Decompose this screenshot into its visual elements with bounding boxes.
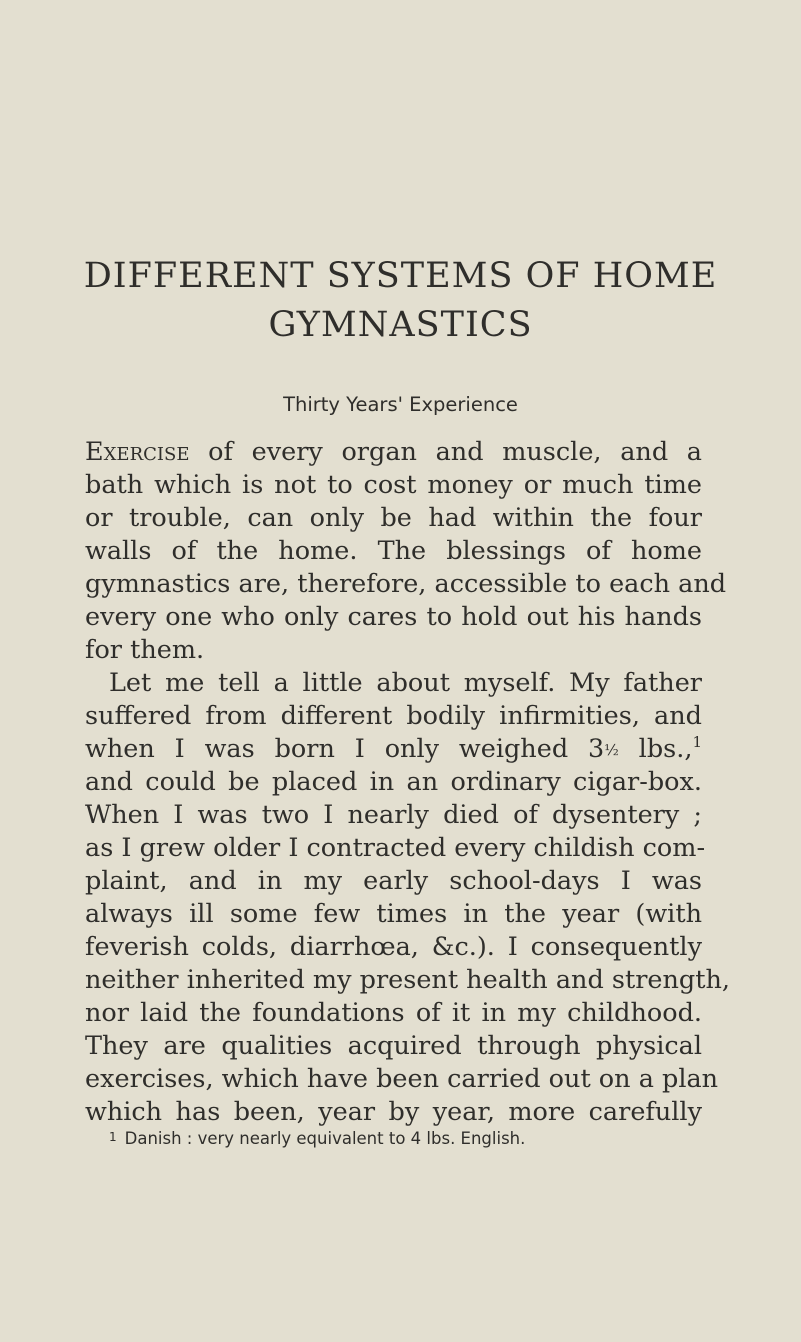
chapter-title-line-1: DIFFERENT SYSTEMS OF HOME [83,256,718,296]
text-line: suffered from different bodily infirmities, and [85,701,702,731]
text-line: walls of the home. The blessings of home [85,536,702,566]
footnote-reference: 1 [692,733,702,751]
text-line: as I grew older I contracted every childish com- [85,833,706,863]
chapter-subtitle: Thirty Years' Experience [283,393,518,416]
text-line: every one who only cares to hold out his hands [85,602,702,632]
text-span: lbs., [618,734,693,764]
footnote-text: Danish : very nearly equivalent to 4 lbs. English. [124,1129,526,1148]
text-line: feverish colds, diarrhœa, &c.). I consequently [85,932,702,962]
text-line: and could be placed in an ordinary cigar-box. [85,767,702,797]
text-line [85,436,702,469]
text-line: neither inherited my present health and strength, [85,965,731,995]
footnote-mark: 1 [109,1130,117,1144]
text-line: When I was two I nearly died of dysentery ; [85,800,702,830]
text-line: Let me tell a little about myself. My father [109,668,702,698]
footnote [109,1129,525,1148]
text-line: which has been, year by year, more carefully [85,1097,702,1127]
text-line: or trouble, can only be had within the four [85,503,702,533]
text-line: They are qualities acquired through physical [85,1031,702,1061]
text-span: when I was born I only weighed 3 [85,734,605,764]
text-line: bath which is not to cost money or much time [85,470,702,500]
text-line: nor laid the foundations of it in my childhood. [85,998,702,1028]
text-line: always ill some few times in the year (with [85,899,702,929]
text-line [85,733,702,766]
text-line: plaint, and in my early school-days I was [85,866,702,896]
lead-word: Exercise [85,437,190,467]
fraction: ½ [604,741,619,759]
text-line: exercises, which have been carried out on a plan [85,1064,719,1094]
text-line: gymnastics are, therefore, accessible to each and [85,569,727,599]
text-span: of every organ and muscle, and a [208,437,703,467]
text-line: for them. [85,635,205,665]
chapter-title-line-2: GYMNASTICS [268,305,533,345]
